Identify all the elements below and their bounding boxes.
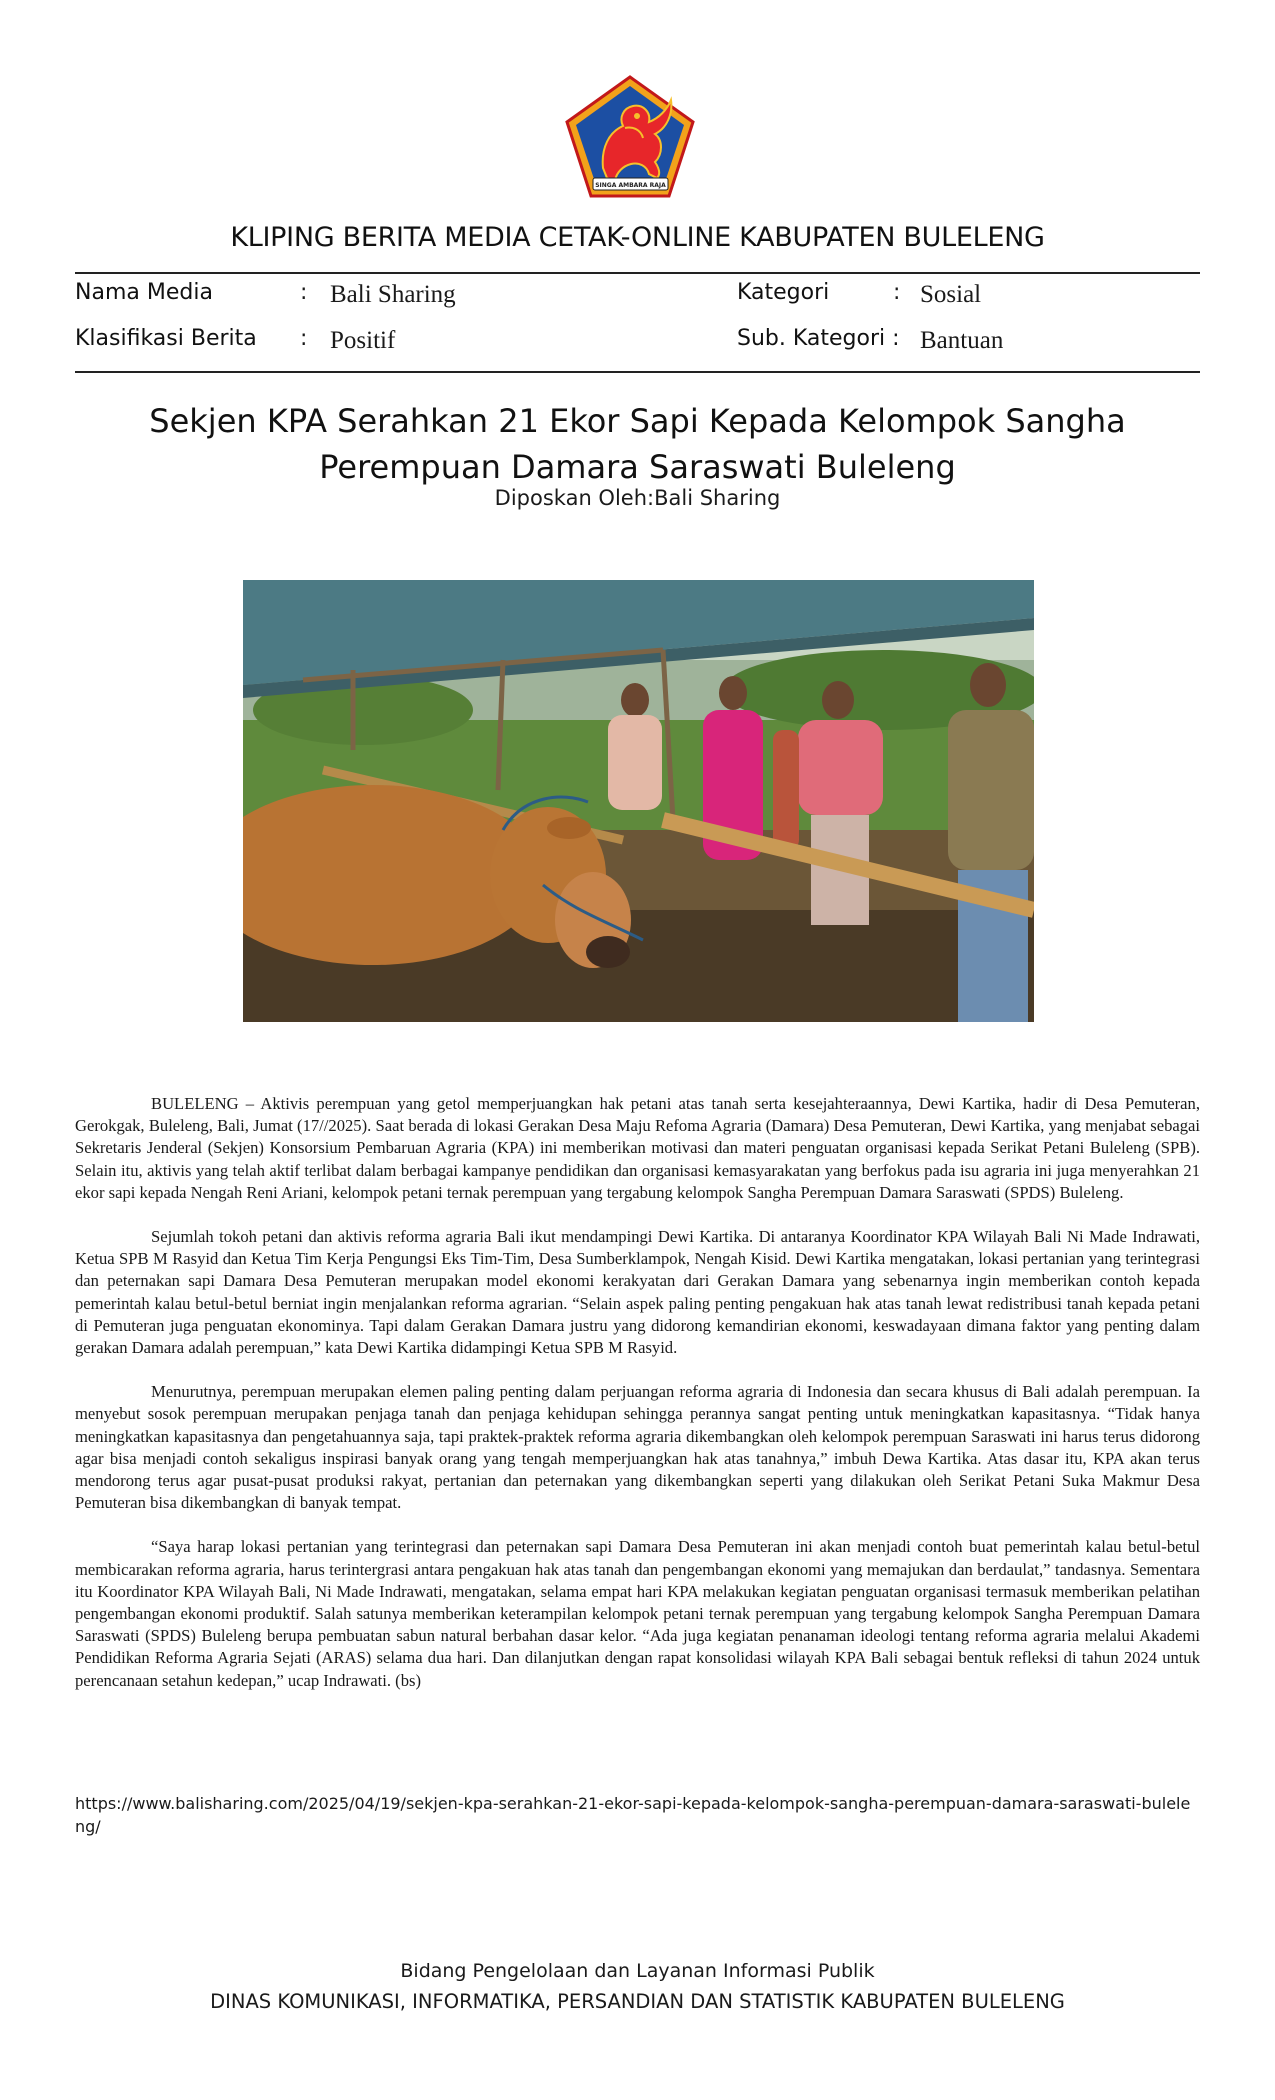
- media-name-label: Nama Media: [75, 280, 213, 305]
- category-label: Kategori: [737, 280, 830, 305]
- footer-division: Bidang Pengelolaan dan Layanan Informasi Publik: [400, 1960, 875, 1982]
- header-divider-top: [75, 272, 1200, 274]
- header-divider-bottom: [75, 371, 1200, 373]
- metadata-table: [75, 280, 1200, 370]
- footer-agency: DINAS KOMUNIKASI, INFORMATIKA, PERSANDIAN DAN STATISTIK KABUPATEN BULELENG: [210, 1990, 1065, 2013]
- category-value: Sosial: [920, 281, 982, 308]
- article-body: [75, 1093, 1200, 1714]
- colon-separator: :: [893, 280, 901, 305]
- article-photo: [243, 580, 1034, 1022]
- article-paragraph-1: BULELENG – Aktivis perempuan yang getol memperjuangkan hak petani atas tanah serta kesejahteraannya, Dewi Kartika, hadir di Desa Pemuteran, Gerokgak, Buleleng, Bali, Jumat (17//2025). Saat berada di lokasi Gerakan Desa Maju Refoma Agraria (Damara) Desa Pemuteran, Dewi Kartika, yang menjabat sebagai Sekretaris Jenderal (Sekjen) Konsorsium Pembaruan Agraria (KPA) ini memberikan motivasi dan materi penguatan organisasi kepada Serikat Petani Buleleng (SPB). Selain itu, aktivis yang telah aktif terlibat dalam berbagai kampanye pendidikan dan organisasi kemasyarakatan yang berfokus pada isu agraria ini juga menyerahkan 21 ekor sapi kepada Nengah Reni Ariani, kelompok petani ternak perempuan yang tergabung kelompok Sangha Perempuan Damara Saraswati (SPDS) Buleleng.: [75, 1094, 1200, 1202]
- media-name-value: Bali Sharing: [330, 281, 456, 308]
- article-paragraph-4: “Saya harap lokasi pertanian yang terintegrasi dan peternakan sapi Damara Desa Pemuteran ini akan menjadi contoh buat pemerintah kalau betul-betul membicarakan reforma agraria, harus terintergrasi antara pengakuan hak atas tanah dan pengembangan ekonomi yang memajukan dan berdaulat,” tandasnya. Sementara itu Koordinator KPA Wilayah Bali, Ni Made Indrawati, mengatakan, selama empat hari KPA melakukan kegiatan penguatan organisasi termasuk memberikan pelatihan pengembangan ekonomi produktif. Salah satunya memberikan keterampilan kelompok petani ternak perempuan yang tergabung kelompok Sangha Perempuan Damara Saraswati (SPDS) Buleleng berupa pembuatan sabun natural berbahan dasar kelor. “Ada juga kegiatan penanaman ideologi tentang reforma agraria melalui Akademi Pendidikan Reforma Agraria Sejati (ARAS) selama dua hari. Dan dilanjutkan dengan rapat konsolidasi wilayah KPA Bali sebagai bentuk refleksi di tahun 2024 untuk perencanaan setahun kedepan,” ucap Indrawati. (bs): [75, 1537, 1200, 1690]
- buleleng-regency-emblem: [563, 74, 698, 200]
- article-paragraph-2: Sejumlah tokoh petani dan aktivis reforma agraria Bali ikut mendampingi Dewi Kartika. Di antaranya Koordinator KPA Wilayah Bali Ni Made Indrawati, Ketua SPB M Rasyid dan Ketua Tim Kerja Pengungsi Eks Tim-Tim, Desa Sumberklampok, Nengah Kisid. Dewi Kartika mengatakan, lokasi pertanian yang terintegrasi dan peternakan sapi Damara Desa Pemuteran merupakan model ekonomi kerakyatan dari Gerakan Damara yang sebenarnya ingin memberikan contoh kepada pemerintah kalau betul-betul berniat ingin menjalankan reforma agrarian. “Selain aspek paling penting pengakuan hak atas tanah lewat redistribusi tanah kepada petani di Pemuteran juga penguatan ekonominya. Tapi dalam Gerakan Damara justru yang didorong kemandirian ekonomi, keswadayaan dimana faktor yang penting dalam gerakan Damara adalah perempuan,” kata Dewi Kartika didampingi Ketua SPB M Rasyid.: [75, 1227, 1200, 1358]
- article-paragraph-3: Menurutnya, perempuan merupakan elemen paling penting dalam perjuangan reforma agraria di Indonesia dan secara khusus di Bali adalah perempuan. Ia menyebut sosok perempuan merupakan penjaga tanah dan penjaga kehidupan sehingga perannya sangat penting untuk meningkatkan kapasitasnya. “Tidak hanya meningkatkan kapasitasnya dan pengetahuannya saja, tapi praktek-praktek reforma agraria dikembangkan oleh kelompok perempuan Saraswati ini harus terus didorong agar bisa menjadi contoh sekaligus inspirasi banyak orang yang tengah memperjuangkan hak atas tanahnya,” imbuh Dewa Kartika. Atas dasar itu, KPA akan terus mendorong terus agar pusat-pusat produksi rakyat, pertanian dan peternakan yang dikembangkan seperti yang dilakukan oleh Serikat Petani Suka Makmur Desa Pemuteran bisa dikembangkan di banyak tempat.: [75, 1382, 1200, 1513]
- news-classification-value: Positif: [330, 327, 396, 354]
- colon-separator: :: [300, 326, 308, 351]
- news-classification-label: Klasifikasi Berita: [75, 326, 257, 351]
- article-headline: [0, 398, 1275, 490]
- sub-category-value: Bantuan: [920, 327, 1004, 354]
- sub-category-label: Sub. Kategori :: [737, 326, 900, 351]
- colon-separator: :: [300, 280, 308, 305]
- source-url[interactable]: https://www.balisharing.com/2025/04/19/sekjen-kpa-serahkan-21-ekor-sapi-kepada-kelompok-sangha-perempuan-damara-saraswati-buleleng/: [75, 1794, 1191, 1836]
- headline-line-2: Perempuan Damara Saraswati Buleleng: [319, 448, 956, 486]
- headline-line-1: Sekjen KPA Serahkan 21 Ekor Sapi Kepada Kelompok Sangha: [149, 402, 1126, 440]
- article-byline: Diposkan Oleh:Bali Sharing: [494, 486, 781, 510]
- document-title: KLIPING BERITA MEDIA CETAK-ONLINE KABUPATEN BULELENG: [230, 222, 1045, 253]
- emblem-motto: SINGA AMBARA RAJA: [595, 182, 666, 189]
